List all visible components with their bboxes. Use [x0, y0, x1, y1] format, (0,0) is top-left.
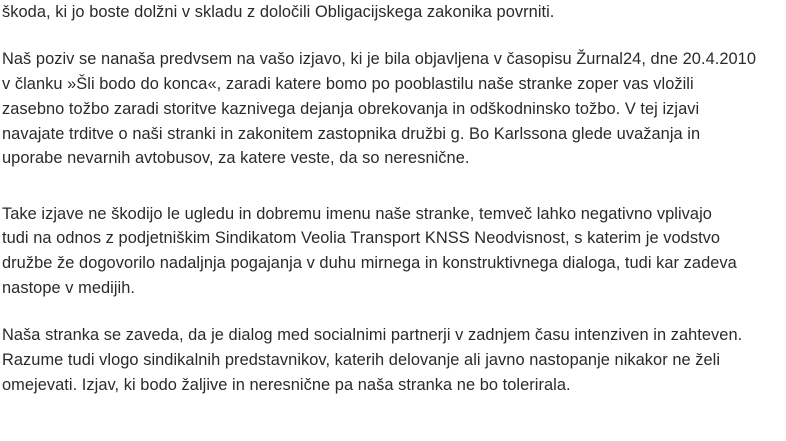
text-line: družbe že dogovorilo nadaljnja pogajanja v duhu mirnega in konstruktivnega dialoga, tudi kar zadeva	[2, 254, 737, 272]
text-line: nastope v medijih.	[2, 279, 136, 297]
text-line: uporabe nevarnih avtobusov, za katere veste, da so neresnične.	[2, 149, 470, 167]
text-line: zasebno tožbo zaradi storitve kaznivega dejanja obrekovanja in odškodninsko tožbo. V tej izjavi	[2, 100, 700, 118]
text-line: Naša stranka se zaveda, da je dialog med socialnimi partnerji v zadnjem času intenziven in zahteven.	[2, 326, 743, 344]
text-line: Naš poziv se nanaša predvsem na vašo izjavo, ki je bila objavljena v časopisu Žurnal24, dne 20.4.2010	[2, 50, 757, 68]
text-line: Take izjave ne škodijo le ugledu in dobremu imenu naše stranke, temveč lahko negativno vplivajo	[2, 205, 712, 223]
text-line: Razume tudi vlogo sindikalnih predstavnikov, katerih delovanje ali javno nastopanje nikakor ne želi	[2, 351, 721, 369]
text-line: škoda, ki jo boste dolžni v skladu z določili Obligacijskega zakonika povrniti.	[2, 3, 555, 21]
text-line: omejevati. Izjav, ki bodo žaljive in neresnične pa naša stranka ne bo tolerirala.	[2, 376, 571, 394]
text-line: v članku »Šli bodo do konca«, zaradi katere bomo po pooblastilu naše stranke zoper vas vložili	[2, 75, 694, 93]
text-line: tudi na odnos z podjetniškim Sindikatom Veolia Transport KNSS Neodvisnost, s katerim je vodstvo	[2, 229, 721, 247]
text-line: navajate trditve o naši stranki in zakonitem zastopnika družbi g. Bo Karlssona glede uvažanja in	[2, 125, 701, 143]
